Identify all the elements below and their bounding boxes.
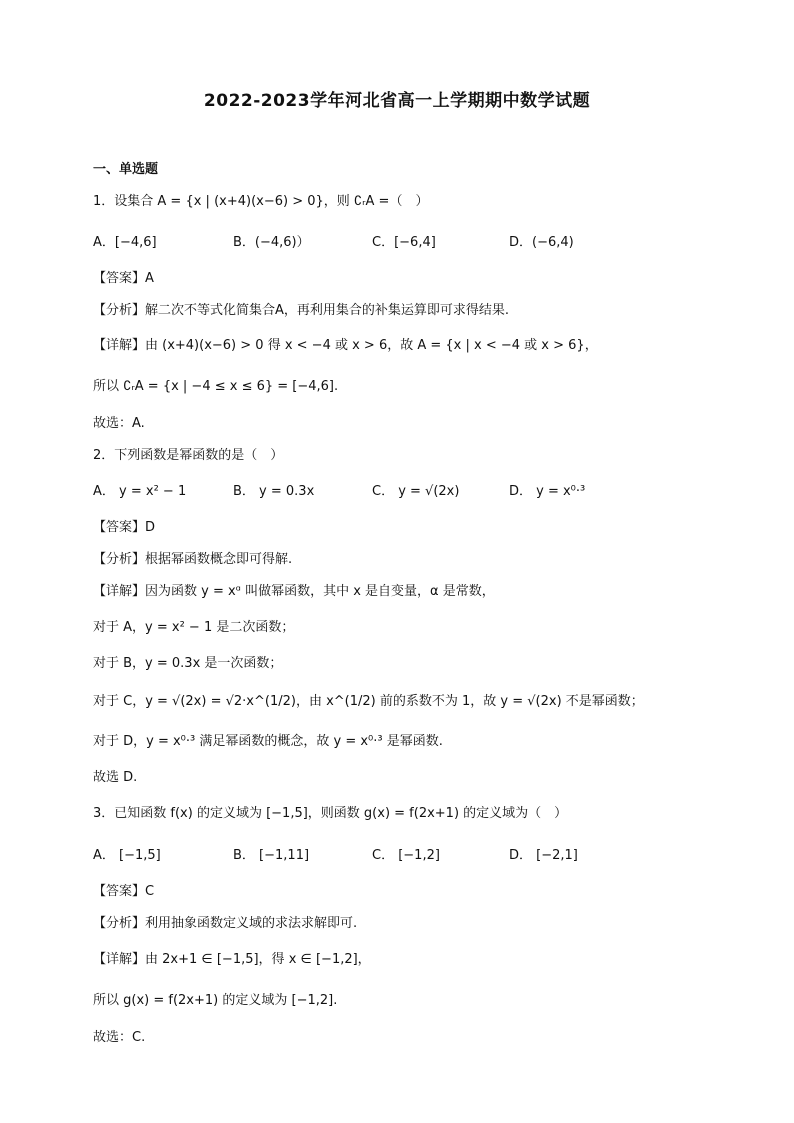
q3-choose: 故选：C.	[93, 1030, 146, 1045]
q1-analysis: 【分析】解二次不等式化简集合A，再利用集合的补集运算即可求得结果.	[93, 303, 510, 318]
q3-detail: 【详解】由 2x+1 ∈ [−1,5]，得 x ∈ [−1,2]，	[93, 952, 371, 967]
q3-option-b: B． [−1,11]	[233, 848, 310, 863]
document-title: 2022-2023学年河北省高一上学期期中数学试题	[203, 91, 591, 111]
q1-option-c: C．[−6,4]	[372, 235, 436, 250]
q2-option-c: C． y = √(2x)	[372, 484, 460, 499]
q2-choose: 故选 D.	[93, 770, 138, 785]
q1-option-b: B．(−4,6)）	[233, 235, 310, 250]
section-heading: 一、单选题	[93, 162, 159, 177]
q2-detail: 【详解】因为函数 y = xᵅ 叫做幂函数，其中 x 是自变量，α 是常数，	[93, 584, 495, 599]
q3-option-d: D． [−2,1]	[509, 848, 578, 863]
q2-option-d: D． y = x⁰·³	[509, 484, 586, 499]
q3-answer: 【答案】C	[93, 884, 155, 899]
q1-detail-2: 所以 ∁ᵣA = {x | −4 ≤ x ≤ 6} = [−4,6].	[93, 379, 339, 394]
q1-option-a: A．[−4,6]	[93, 235, 157, 250]
q2-stem: 2．下列函数是幂函数的是（ ）	[93, 448, 284, 463]
q2-option-a: A． y = x² − 1	[93, 484, 187, 499]
q3-option-c: C． [−1,2]	[372, 848, 440, 863]
q3-stem: 3．已知函数 f(x) 的定义域为 [−1,5]，则函数 g(x) = f(2x+1) 的定义域为（ ）	[93, 806, 568, 821]
q2-detail-c: 对于 C，y = √(2x) = √2·x^(1/2)，由 x^(1/2) 前的系数不为 1，故 y = √(2x) 不是幂函数；	[93, 694, 644, 709]
q3-detail-2: 所以 g(x) = f(2x+1) 的定义域为 [−1,2].	[93, 993, 338, 1008]
q1-answer: 【答案】A	[93, 271, 154, 286]
q1-choose: 故选：A.	[93, 416, 145, 431]
q3-analysis: 【分析】利用抽象函数定义域的求法求解即可.	[93, 916, 358, 931]
q1-option-d: D．(−6,4)	[509, 235, 574, 250]
q1-stem: 1．设集合 A = {x | (x+4)(x−6) > 0}，则 ∁ᵣA =（ ）	[93, 194, 429, 209]
q1-detail: 【详解】由 (x+4)(x−6) > 0 得 x < −4 或 x > 6，故 A = {x | x < −4 或 x > 6}，	[93, 338, 598, 353]
q3-option-a: A． [−1,5]	[93, 848, 161, 863]
q2-option-b: B． y = 0.3x	[233, 484, 315, 499]
q2-detail-b: 对于 B，y = 0.3x 是一次函数；	[93, 656, 283, 671]
q2-analysis: 【分析】根据幂函数概念即可得解.	[93, 552, 293, 567]
q2-detail-a: 对于 A，y = x² − 1 是二次函数；	[93, 620, 295, 635]
q2-detail-d: 对于 D，y = x⁰·³ 满足幂函数的概念，故 y = x⁰·³ 是幂函数.	[93, 734, 443, 749]
q2-answer: 【答案】D	[93, 520, 156, 535]
